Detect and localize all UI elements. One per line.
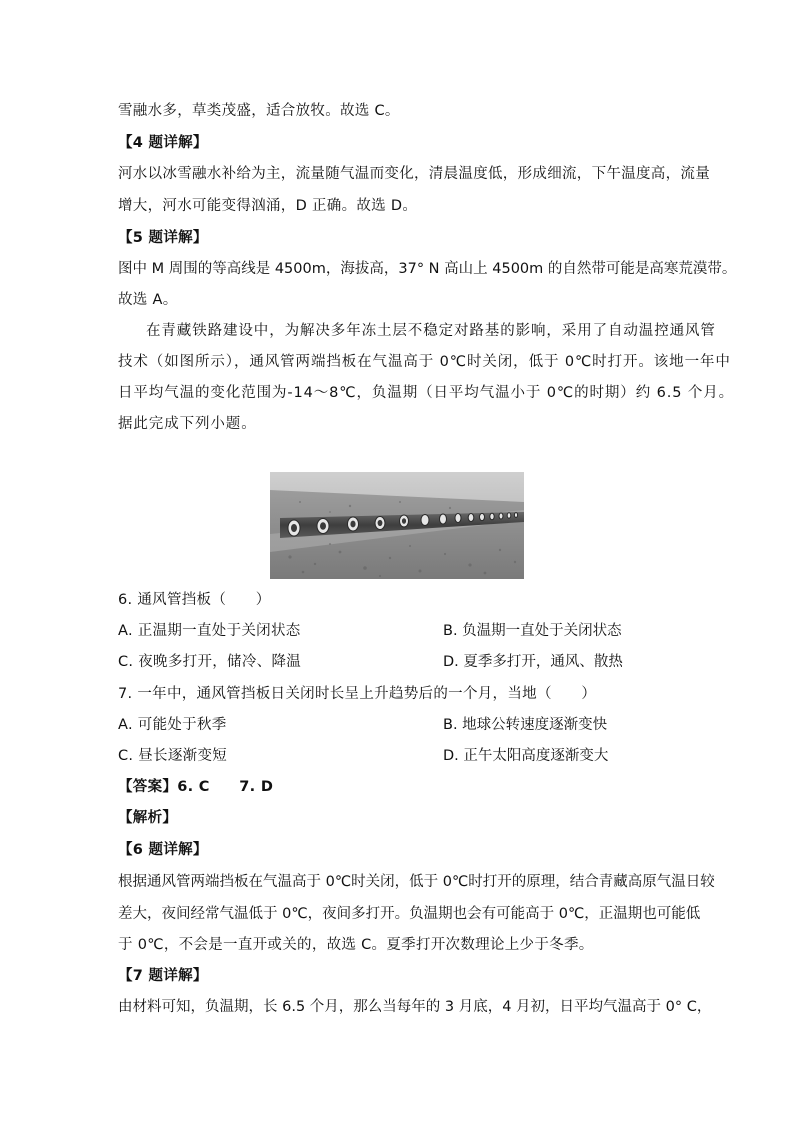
q7-option-a: A. 可能处于秋季 bbox=[118, 717, 227, 733]
section-heading-q7: 【7 题详解】 bbox=[118, 968, 208, 984]
question-6-stem: 6. 通风管挡板（ ） bbox=[118, 592, 271, 608]
text-line: 于 0℃，不会是一直开或关的，故选 C。夏季打开次数理论上少于冬季。 bbox=[118, 937, 594, 953]
text-line: 河水以冰雪融水补给为主，流量随气温而变化，清晨温度低，形成细流，下午温度高，流量 bbox=[118, 166, 710, 182]
analysis-heading: 【解析】 bbox=[118, 810, 178, 826]
text-line: 增大，河水可能变得汹涌，D 正确。故选 D。 bbox=[118, 198, 418, 214]
section-heading-q5: 【5 题详解】 bbox=[118, 230, 208, 246]
material-paragraph: 在青藏铁路建设中，为解决多年冻土层不稳定对路基的影响，采用了自动温控通风管 bbox=[146, 323, 716, 339]
section-heading-q6: 【6 题详解】 bbox=[118, 842, 208, 858]
text-line: 雪融水多，草类茂盛，适合放牧。故选 C。 bbox=[118, 103, 400, 119]
material-paragraph: 据此完成下列小题。 bbox=[118, 416, 257, 432]
text-line: 根据通风管两端挡板在气温高于 0℃时关闭，低于 0℃时打开的原理，结合青藏高原气温日较 bbox=[118, 874, 715, 890]
answer-line: 【答案】6. C 7. D bbox=[118, 779, 274, 795]
section-heading-q4: 【4 题详解】 bbox=[118, 135, 208, 151]
q6-option-d: D. 夏季多打开，通风、散热 bbox=[443, 654, 623, 670]
text-line: 图中 M 周围的等高线是 4500m，海拔高，37° N 高山上 4500m 的自然带可能是高寒荒漠带。 bbox=[118, 261, 737, 277]
q6-option-b: B. 负温期一直处于关闭状态 bbox=[443, 623, 622, 639]
text-line: 差大，夜间经常气温低于 0℃，夜间多打开。负温期也会有可能高于 0℃，正温期也可能低 bbox=[118, 906, 701, 922]
q7-option-d: D. 正午太阳高度逐渐变大 bbox=[443, 748, 609, 764]
q7-option-c: C. 昼长逐渐变短 bbox=[118, 748, 228, 764]
material-paragraph: 日平均气温的变化范围为-14～8℃，负温期（日平均气温小于 0℃的时期）约 6.5 个月。 bbox=[118, 385, 735, 401]
q6-option-a: A. 正温期一直处于关闭状态 bbox=[118, 623, 301, 639]
ventilation-pipe-photo bbox=[270, 472, 524, 579]
q7-option-b: B. 地球公转速度逐渐变快 bbox=[443, 717, 608, 733]
q6-option-c: C. 夜晚多打开，储冷、降温 bbox=[118, 654, 302, 670]
text-line: 由材料可知，负温期，长 6.5 个月，那么当每年的 3 月底，4 月初，日平均气温高于 0° C， bbox=[118, 999, 712, 1015]
text-line: 故选 A。 bbox=[118, 292, 178, 308]
material-paragraph: 技术（如图所示），通风管两端挡板在气温高于 0℃时关闭，低于 0℃时打开。该地一年中 bbox=[118, 354, 731, 370]
question-7-stem: 7. 一年中，通风管挡板日关闭时长呈上升趋势后的一个月，当地（ ） bbox=[118, 686, 597, 702]
